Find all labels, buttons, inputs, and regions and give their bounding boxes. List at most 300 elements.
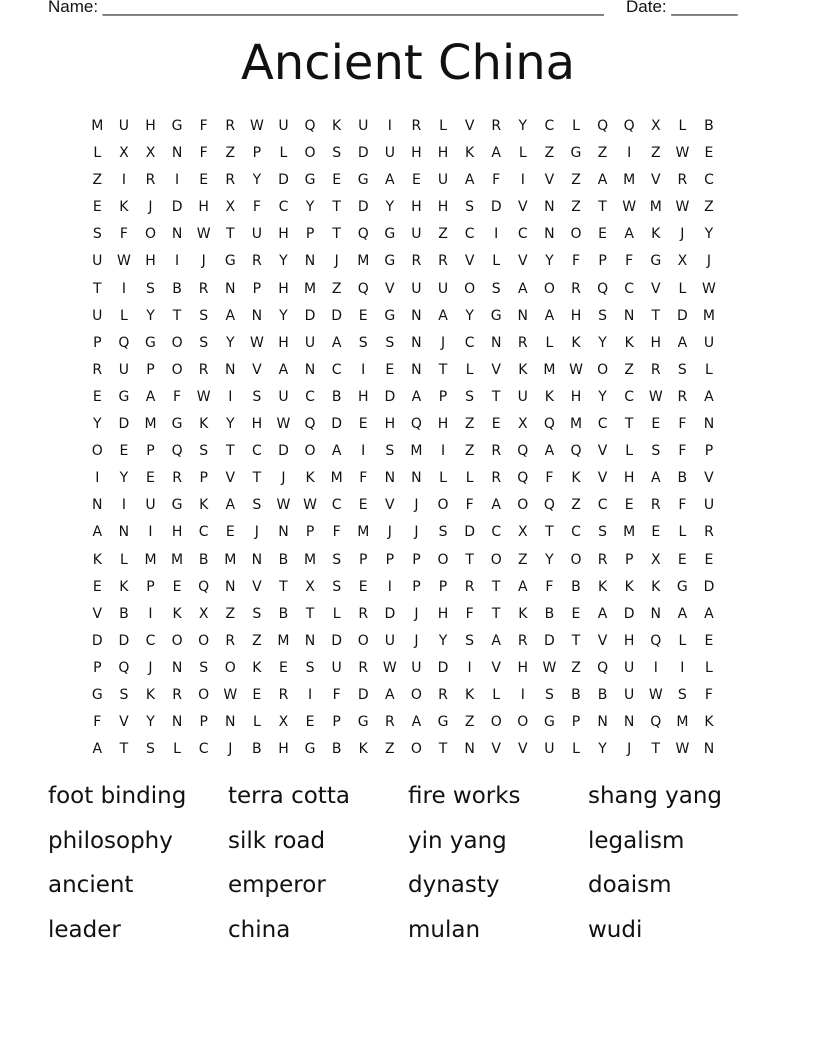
word-list-item: silk road bbox=[228, 827, 326, 854]
grid-letter: P bbox=[252, 280, 262, 297]
grid-letter: Y bbox=[252, 172, 262, 189]
grid-letter: T bbox=[598, 199, 607, 216]
grid-letter: A bbox=[411, 714, 422, 731]
grid-letter: Y bbox=[465, 307, 474, 324]
grid-letter: V bbox=[650, 280, 661, 297]
letter-grid bbox=[84, 113, 722, 763]
grid-letter: Z bbox=[464, 416, 475, 433]
grid-letter: X bbox=[650, 551, 661, 568]
grid-letter: F bbox=[199, 118, 208, 134]
grid-letter: X bbox=[650, 118, 661, 134]
grid-letter: Z bbox=[650, 145, 661, 162]
grid-letter: N bbox=[490, 334, 502, 351]
grid-letter: W bbox=[303, 497, 317, 514]
grid-letter: F bbox=[545, 470, 554, 487]
grid-letter: V bbox=[597, 632, 608, 649]
grid-letter: X bbox=[225, 199, 236, 216]
grid-letter: Y bbox=[545, 253, 554, 270]
grid-letter: S bbox=[252, 497, 262, 514]
grid-letter: V bbox=[119, 714, 129, 731]
grid-letter: K bbox=[465, 145, 475, 162]
grid-letter: V bbox=[491, 659, 501, 676]
grid-letter: K bbox=[651, 226, 661, 243]
grid-letter: E bbox=[119, 443, 129, 460]
grid-letter: G bbox=[171, 497, 183, 514]
grid-letter: V bbox=[491, 361, 501, 378]
grid-letter: Y bbox=[385, 199, 395, 216]
grid-letter: V bbox=[518, 199, 528, 216]
word-list-item: shang yang bbox=[588, 783, 723, 809]
grid-letter: G bbox=[91, 686, 103, 703]
grid-letter: L bbox=[93, 145, 102, 162]
grid-letter: J bbox=[334, 253, 339, 270]
grid-letter: E bbox=[146, 470, 155, 487]
grid-letter: O bbox=[490, 551, 502, 568]
grid-letter: X bbox=[119, 145, 129, 162]
grid-letter: E bbox=[704, 145, 714, 162]
grid-letter: X bbox=[518, 524, 528, 541]
grid-letter: J bbox=[706, 253, 712, 270]
grid-letter: O bbox=[357, 632, 369, 649]
grid-letter: R bbox=[464, 578, 475, 595]
grid-letter: Q bbox=[118, 334, 130, 351]
grid-letter: F bbox=[332, 686, 341, 703]
grid-letter: Y bbox=[93, 416, 102, 433]
grid-letter: M bbox=[144, 416, 157, 433]
grid-letter: N bbox=[650, 605, 661, 622]
grid-letter: M bbox=[569, 416, 583, 433]
grid-letter: Q bbox=[597, 659, 609, 676]
grid-letter: U bbox=[118, 118, 130, 134]
grid-letter: Z bbox=[597, 145, 608, 162]
grid-letter: D bbox=[623, 605, 635, 622]
grid-letter: T bbox=[252, 470, 262, 487]
grid-letter: N bbox=[464, 741, 475, 758]
grid-letter: E bbox=[704, 632, 714, 649]
grid-letter: S bbox=[358, 334, 368, 351]
grid-letter: W bbox=[116, 253, 131, 270]
grid-letter: M bbox=[649, 199, 662, 216]
grid-letter: O bbox=[437, 551, 449, 568]
grid-letter: E bbox=[305, 714, 315, 731]
grid-letter: C bbox=[624, 388, 635, 405]
grid-letter: M bbox=[702, 307, 715, 324]
grid-letter: N bbox=[517, 307, 529, 324]
word-list-item: china bbox=[228, 916, 291, 943]
grid-letter: H bbox=[437, 145, 449, 162]
grid-letter: T bbox=[545, 524, 554, 541]
grid-letter: S bbox=[677, 361, 687, 378]
grid-letter: T bbox=[332, 226, 341, 243]
grid-letter: F bbox=[704, 686, 713, 703]
grid-letter: R bbox=[92, 361, 103, 378]
grid-letter: Y bbox=[518, 118, 528, 134]
grid-letter: K bbox=[624, 334, 634, 351]
grid-letter: H bbox=[278, 280, 289, 297]
grid-letter: U bbox=[331, 659, 342, 676]
grid-letter: U bbox=[92, 307, 103, 324]
grid-letter: R bbox=[597, 551, 608, 568]
grid-letter: A bbox=[544, 307, 555, 324]
grid-letter: O bbox=[437, 497, 449, 514]
grid-letter: O bbox=[517, 497, 529, 514]
grid-letter: Z bbox=[624, 361, 634, 378]
grid-letter: Y bbox=[545, 551, 554, 568]
grid-letter: J bbox=[254, 524, 259, 541]
word-list-item: ancient bbox=[48, 872, 134, 898]
grid-letter: G bbox=[145, 334, 156, 351]
grid-letter: Q bbox=[357, 280, 369, 297]
grid-letter: O bbox=[570, 226, 582, 243]
grid-letter: H bbox=[251, 416, 263, 433]
grid-letter: L bbox=[119, 307, 128, 324]
grid-letter: L bbox=[465, 361, 474, 378]
grid-letter: U bbox=[251, 226, 262, 243]
grid-letter: N bbox=[304, 632, 316, 649]
grid-letter: I bbox=[494, 226, 499, 243]
grid-letter: R bbox=[491, 118, 502, 134]
grid-letter: W bbox=[223, 686, 238, 703]
grid-letter: L bbox=[705, 361, 713, 378]
grid-letter: W bbox=[675, 741, 690, 758]
grid-letter: F bbox=[625, 253, 634, 270]
grid-letter: N bbox=[251, 307, 263, 324]
date-field-label[interactable]: Date: _______ bbox=[626, 0, 738, 16]
word-list-item: leader bbox=[48, 916, 121, 943]
word-list-item: mulan bbox=[408, 916, 481, 943]
grid-letter: H bbox=[517, 659, 529, 676]
grid-letter: M bbox=[357, 253, 370, 270]
grid-letter: N bbox=[118, 524, 130, 541]
grid-letter: J bbox=[627, 741, 632, 758]
grid-letter: N bbox=[171, 714, 183, 731]
grid-letter: V bbox=[491, 741, 501, 758]
grid-letter: I bbox=[121, 280, 126, 297]
word-list-item: dynasty bbox=[408, 872, 500, 898]
grid-letter: S bbox=[544, 686, 554, 703]
grid-letter: J bbox=[281, 470, 286, 487]
grid-letter: R bbox=[251, 253, 262, 270]
grid-letter: S bbox=[677, 686, 687, 703]
grid-letter: D bbox=[676, 307, 688, 324]
grid-letter: K bbox=[172, 605, 182, 622]
grid-letter: O bbox=[570, 551, 582, 568]
grid-letter: U bbox=[384, 145, 395, 162]
grid-letter: R bbox=[491, 443, 502, 460]
grid-letter: N bbox=[703, 741, 715, 758]
word-list-item: yin yang bbox=[408, 827, 507, 854]
grid-letter: O bbox=[543, 280, 555, 297]
grid-letter: E bbox=[92, 388, 102, 405]
grid-letter: S bbox=[199, 443, 209, 460]
grid-letter: D bbox=[278, 172, 289, 189]
grid-letter: V bbox=[544, 172, 555, 189]
grid-letter: I bbox=[653, 659, 658, 676]
grid-letter: I bbox=[680, 659, 685, 676]
grid-letter: E bbox=[225, 524, 235, 541]
grid-letter: N bbox=[251, 551, 263, 568]
grid-letter: Q bbox=[650, 632, 662, 649]
header-line bbox=[48, 0, 748, 17]
grid-letter: K bbox=[332, 118, 342, 134]
grid-letter: C bbox=[198, 741, 209, 758]
grid-letter: A bbox=[331, 334, 342, 351]
grid-letter: S bbox=[199, 334, 209, 351]
grid-letter: D bbox=[464, 524, 475, 541]
grid-letter: E bbox=[598, 226, 607, 243]
grid-letter: O bbox=[198, 686, 210, 703]
grid-letter: O bbox=[304, 145, 316, 162]
grid-letter: X bbox=[198, 605, 209, 622]
grid-letter: H bbox=[623, 632, 635, 649]
grid-letter: Y bbox=[279, 307, 288, 324]
grid-letter: G bbox=[118, 388, 130, 405]
grid-letter: P bbox=[199, 470, 208, 487]
grid-letter: N bbox=[411, 470, 422, 487]
grid-letter: F bbox=[465, 497, 474, 514]
grid-letter: T bbox=[571, 632, 581, 649]
grid-letter: C bbox=[464, 226, 475, 243]
grid-letter: S bbox=[305, 659, 315, 676]
grid-letter: E bbox=[385, 361, 395, 378]
grid-letter: O bbox=[464, 280, 476, 297]
grid-letter: Y bbox=[305, 199, 315, 216]
grid-letter: S bbox=[146, 741, 155, 758]
grid-letter: I bbox=[175, 172, 180, 189]
grid-letter: T bbox=[651, 307, 661, 324]
grid-letter: U bbox=[278, 388, 289, 405]
grid-letter: W bbox=[622, 199, 637, 216]
word-list-item: terra cotta bbox=[228, 783, 350, 809]
grid-letter: R bbox=[384, 714, 395, 731]
grid-letter: K bbox=[544, 388, 554, 405]
grid-letter: U bbox=[411, 226, 422, 243]
grid-letter: V bbox=[385, 280, 395, 297]
grid-letter: M bbox=[224, 551, 237, 568]
grid-letter: F bbox=[678, 416, 687, 433]
grid-letter: E bbox=[411, 172, 421, 189]
grid-letter: K bbox=[199, 416, 209, 433]
grid-letter: F bbox=[571, 253, 581, 270]
grid-letter: T bbox=[491, 605, 501, 622]
grid-letter: Z bbox=[225, 605, 236, 622]
grid-letter: Y bbox=[279, 253, 288, 270]
grid-letter: B bbox=[198, 551, 209, 568]
grid-letter: R bbox=[145, 172, 156, 189]
grid-letter: Q bbox=[597, 280, 609, 297]
grid-letter: G bbox=[384, 307, 396, 324]
grid-letter: R bbox=[225, 172, 236, 189]
grid-letter: K bbox=[119, 199, 129, 216]
grid-letter: B bbox=[252, 741, 262, 758]
grid-letter: H bbox=[357, 388, 369, 405]
grid-letter: R bbox=[438, 686, 448, 703]
grid-letter: L bbox=[625, 443, 634, 460]
grid-letter: K bbox=[518, 361, 528, 378]
grid-letter: T bbox=[465, 551, 474, 568]
grid-letter: L bbox=[572, 741, 580, 758]
grid-letter: L bbox=[678, 632, 687, 649]
grid-letter: L bbox=[439, 118, 447, 134]
grid-letter: S bbox=[598, 307, 608, 324]
grid-letter: Y bbox=[598, 388, 607, 405]
grid-letter: G bbox=[437, 714, 449, 731]
grid-letter: R bbox=[411, 253, 422, 270]
grid-letter: P bbox=[146, 361, 155, 378]
grid-letter: P bbox=[199, 714, 208, 731]
grid-letter: P bbox=[438, 578, 448, 595]
grid-letter: H bbox=[437, 199, 449, 216]
grid-letter: L bbox=[705, 659, 713, 676]
grid-letter: D bbox=[331, 416, 343, 433]
grid-letter: H bbox=[278, 334, 289, 351]
grid-letter: I bbox=[175, 253, 180, 270]
grid-letter: L bbox=[678, 280, 687, 297]
grid-letter: Z bbox=[92, 172, 103, 189]
grid-letter: Z bbox=[571, 659, 581, 676]
grid-letter: L bbox=[492, 686, 501, 703]
grid-letter: E bbox=[199, 172, 209, 189]
grid-letter: T bbox=[491, 578, 501, 595]
grid-letter: S bbox=[651, 443, 661, 460]
grid-letter: E bbox=[252, 686, 262, 703]
grid-letter: A bbox=[491, 497, 501, 514]
grid-letter: P bbox=[438, 388, 448, 405]
grid-letter: M bbox=[330, 470, 343, 487]
grid-letter: O bbox=[224, 659, 236, 676]
grid-letter: Z bbox=[571, 199, 581, 216]
grid-letter: S bbox=[252, 605, 262, 622]
grid-letter: U bbox=[145, 497, 156, 514]
grid-letter: P bbox=[305, 524, 315, 541]
grid-letter: I bbox=[228, 388, 233, 405]
grid-letter: C bbox=[331, 497, 342, 514]
grid-letter: L bbox=[279, 145, 288, 162]
grid-letter: V bbox=[704, 470, 714, 487]
grid-letter: T bbox=[225, 443, 235, 460]
grid-letter: A bbox=[225, 497, 236, 514]
grid-letter: P bbox=[571, 714, 581, 731]
grid-letter: Q bbox=[517, 470, 529, 487]
grid-letter: N bbox=[597, 714, 608, 731]
grid-letter: B bbox=[331, 741, 342, 758]
grid-letter: N bbox=[225, 714, 236, 731]
grid-letter: G bbox=[304, 172, 316, 189]
grid-letter: W bbox=[196, 388, 211, 405]
name-field-label[interactable]: Name: _____________________________________________________ bbox=[48, 0, 604, 16]
grid-letter: W bbox=[569, 361, 583, 378]
grid-letter: Z bbox=[464, 714, 475, 731]
grid-letter: F bbox=[119, 226, 128, 243]
grid-letter: Z bbox=[385, 741, 395, 758]
grid-letter: W bbox=[276, 416, 291, 433]
grid-letter: L bbox=[173, 741, 181, 758]
grid-letter: D bbox=[91, 632, 103, 649]
grid-letter: S bbox=[438, 524, 448, 541]
grid-letter: M bbox=[144, 551, 157, 568]
grid-letter: T bbox=[491, 388, 501, 405]
grid-letter: Z bbox=[571, 497, 581, 514]
grid-letter: S bbox=[465, 199, 475, 216]
grid-letter: R bbox=[198, 280, 209, 297]
grid-letter: R bbox=[358, 659, 369, 676]
grid-letter: N bbox=[384, 470, 396, 487]
grid-letter: V bbox=[518, 741, 528, 758]
grid-letter: I bbox=[520, 686, 525, 703]
grid-letter: H bbox=[650, 334, 662, 351]
grid-letter: P bbox=[385, 551, 395, 568]
grid-letter: Y bbox=[438, 632, 448, 649]
grid-letter: A bbox=[331, 443, 342, 460]
grid-letter: E bbox=[624, 497, 634, 514]
grid-letter: X bbox=[518, 416, 528, 433]
grid-letter: H bbox=[198, 199, 209, 216]
grid-letter: S bbox=[385, 334, 395, 351]
grid-letter: U bbox=[304, 334, 316, 351]
grid-letter: B bbox=[597, 686, 608, 703]
grid-letter: O bbox=[144, 226, 156, 243]
grid-letter: A bbox=[677, 605, 688, 622]
grid-letter: L bbox=[572, 118, 580, 134]
grid-letter: C bbox=[491, 524, 502, 541]
grid-letter: K bbox=[651, 578, 661, 595]
grid-letter: M bbox=[171, 551, 184, 568]
grid-letter: I bbox=[148, 605, 153, 622]
grid-letter: N bbox=[225, 578, 236, 595]
grid-letter: Y bbox=[598, 741, 607, 758]
grid-letter: B bbox=[119, 605, 129, 622]
grid-letter: U bbox=[278, 118, 289, 134]
grid-letter: A bbox=[385, 172, 395, 189]
grid-letter: E bbox=[332, 172, 342, 189]
grid-letter: Q bbox=[543, 497, 555, 514]
grid-letter: Q bbox=[304, 416, 316, 433]
grid-letter: I bbox=[121, 497, 126, 514]
grid-letter: C bbox=[544, 118, 555, 134]
grid-letter: G bbox=[384, 253, 396, 270]
grid-letter: I bbox=[95, 470, 100, 487]
grid-letter: Q bbox=[171, 443, 183, 460]
grid-letter: A bbox=[278, 361, 289, 378]
grid-letter: I bbox=[361, 443, 366, 460]
grid-letter: D bbox=[118, 416, 130, 433]
grid-letter: M bbox=[277, 632, 290, 649]
grid-letter: U bbox=[703, 497, 715, 514]
word-list-item: foot binding bbox=[48, 783, 187, 809]
grid-letter: S bbox=[199, 659, 209, 676]
grid-letter: Y bbox=[225, 334, 235, 351]
grid-letter: K bbox=[252, 659, 262, 676]
grid-letter: S bbox=[465, 632, 475, 649]
grid-letter: R bbox=[411, 118, 422, 134]
grid-letter: I bbox=[467, 659, 472, 676]
grid-letter: A bbox=[597, 605, 608, 622]
grid-letter: P bbox=[146, 578, 155, 595]
grid-letter: H bbox=[570, 388, 582, 405]
grid-letter: N bbox=[544, 226, 555, 243]
grid-letter: A bbox=[145, 388, 156, 405]
grid-letter: Q bbox=[543, 416, 555, 433]
grid-letter: B bbox=[278, 551, 289, 568]
grid-letter: C bbox=[251, 443, 262, 460]
grid-letter: S bbox=[332, 578, 342, 595]
grid-letter: D bbox=[278, 443, 289, 460]
grid-letter: M bbox=[304, 551, 317, 568]
grid-letter: H bbox=[278, 741, 289, 758]
grid-letter: U bbox=[624, 659, 635, 676]
grid-letter: Z bbox=[331, 280, 342, 297]
grid-letter: N bbox=[171, 659, 183, 676]
